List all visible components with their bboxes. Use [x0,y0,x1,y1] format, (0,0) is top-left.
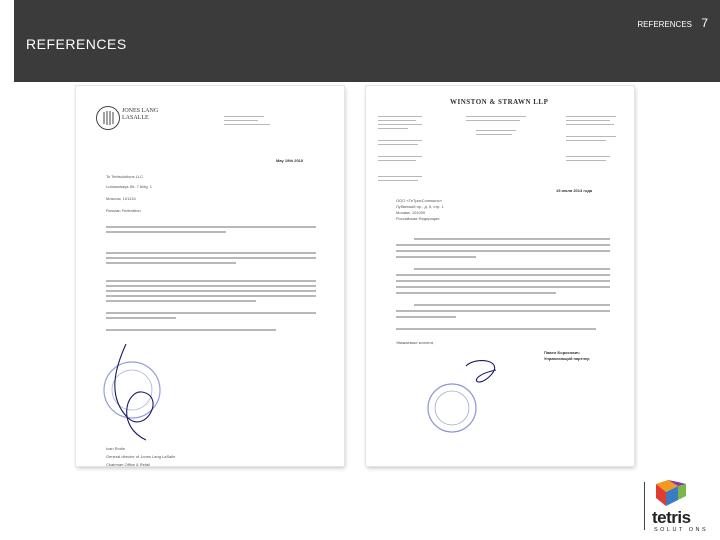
letter-date: May 19th 2010 [276,158,304,163]
logo-line-1: JONES LANG [122,108,159,114]
section-label: REFERENCES [637,20,692,29]
signer-name: Павел Борисович [544,350,580,355]
jll-logo-icon [96,106,120,130]
address-line: Moscow, 101134 [106,196,136,201]
signer-title: General director of Jones Lang LaSalle [106,454,176,459]
address-line: Russian Federation [106,208,141,213]
addressee-line: Российская Федерация [396,216,440,221]
reference-letter-winston-strawn [366,86,634,466]
letter-greeting: Уважаемые коллеги, [396,340,435,345]
brand-name: tetris [652,508,691,527]
brand-tagline: SOLUT ONS [654,527,709,533]
jll-logo-text [122,108,158,122]
page-number: 7 [701,16,708,30]
signature-stamp-jll [86,336,206,461]
address-line: Lubianskaya Str. 7 bldg. 1 [106,184,153,189]
signer-subtitle: Chairman Office & Retail [106,462,150,466]
letter-date: 15 июля 2013 года [556,188,593,193]
reference-letter-jll [76,86,344,466]
signer-name: Ivan Rodin [106,446,126,451]
brand-divider [644,482,645,530]
logo-line-2: LASALLE [122,115,149,121]
page-title: REFERENCES [26,36,127,52]
firm-name: WINSTON & STRAWN LLP [450,98,549,106]
signer-title: Управляющий партнер [544,356,590,361]
letter-addressee: To Tetrisolutions LLC [106,174,144,179]
addressee-line: Москва, 101000 [396,210,426,215]
addressee-line: ООО «ТеТрисСолюшнс» [396,198,442,203]
addressee-line: Лубянский пр., д. 5, стр. 1 [396,204,444,209]
signature-stamp-winston [406,346,526,461]
